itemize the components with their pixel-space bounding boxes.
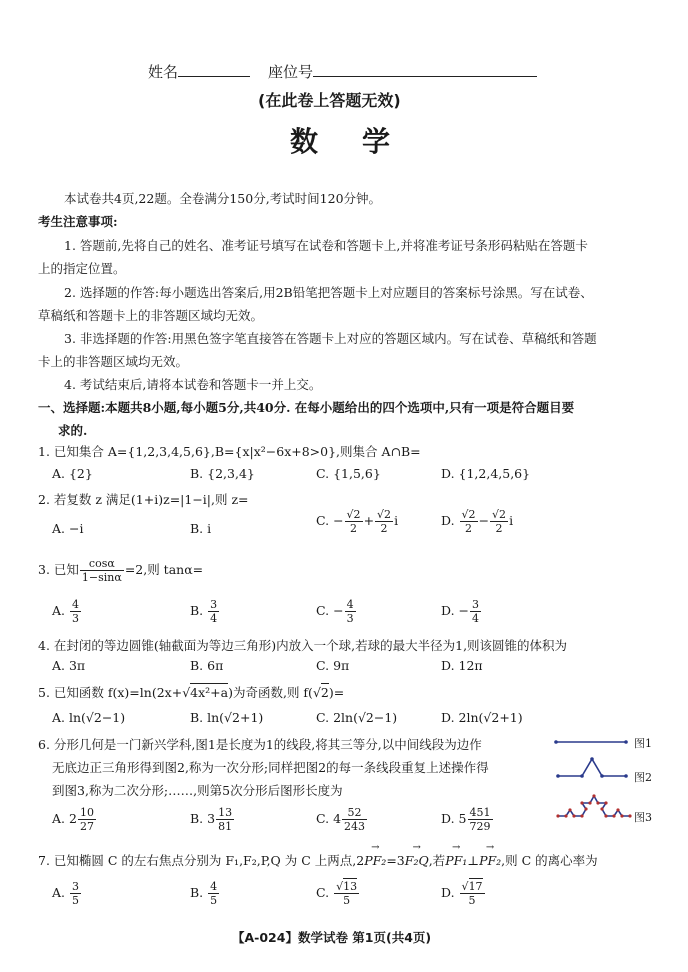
q2-option-a: A. −i [52, 521, 84, 536]
notes-title: 考生注意事项: [38, 214, 118, 229]
q7-option-c: C. $\frac{√13}{5}$ [316, 880, 358, 907]
q6-option-b: B. 3 $\frac{13}{81}$ [190, 806, 233, 833]
q6-line1: 6. 分形几何是一门新兴学科,图1是长度为1的线段,将其三等分,以中间线段为边作 [38, 737, 482, 752]
q7-option-a: A. $\frac{3}{5}$ [52, 880, 79, 907]
q1-option-a: A. {2} [52, 466, 93, 481]
q3-stem: 3. 已知 $\frac{\cos\alpha}{1-\sin\alpha}$ =2,则 tanα= [38, 557, 204, 584]
q6-option-a: A. 2 $\frac{10}{27}$ [52, 806, 94, 833]
q5-option-c: C. 2ln(√2−1) [316, 710, 398, 725]
q1-stem: 1. 已知集合 A={1,2,3,4,5,6},B={x|x²−6x+8>0},则集合 A∩B= [38, 444, 421, 459]
q6-line3: 到图3,称为二次分形;……,则第5次分形后图形长度为 [52, 783, 343, 798]
q5-stem: 5. 已知函数 f(x)=ln(2x+√4x²+a)为奇函数,则 f(√2)= [38, 685, 345, 700]
fractal-figures [552, 730, 682, 830]
q2-stem: 2. 若复数 z 满足(1+i)z=|1−i|,则 z= [38, 492, 249, 507]
section1-line2: 求的. [58, 423, 88, 438]
q5-option-b: B. ln(√2+1) [190, 710, 264, 725]
q7-option-b: B. $\frac{4}{5}$ [190, 880, 218, 907]
note-1-line1: 1. 答题前,先将自己的姓名、准考证号填写在试卷和答题卡上,并将准考证号条形码粘贴在答题卡 [64, 238, 588, 253]
q2-option-b: B. i [190, 521, 212, 536]
q4-stem: 4. 在封闭的等边圆锥(轴截面为等边三角形)内放入一个球,若球的最大半径为1,则该圆锥的体积为 [38, 638, 568, 653]
fig-label-1: 图1 [634, 737, 652, 750]
q3-option-a: A. $\frac{4}{3}$ [52, 598, 79, 625]
note-4-line1: 4. 考试结束后,请将本试卷和答题卡一并上交。 [64, 377, 322, 392]
q7-option-d: D. $\frac{√17}{5}$ [441, 880, 483, 907]
q5-option-a: A. ln(√2−1) [52, 710, 126, 725]
fig-label-2: 图2 [634, 771, 652, 784]
note-3-line2: 卡上的非答题区域均无效。 [38, 354, 189, 369]
note-2-line2: 草稿纸和答题卡上的非答题区域均无效。 [38, 308, 264, 323]
figure-3-two-fractal [556, 794, 631, 817]
q1-option-b: B. {2,3,4} [190, 466, 255, 481]
page-footer: 【A-024】数学试卷 第1页(共4页) [232, 930, 432, 945]
q6-option-c: C. 4 $\frac{52}{243}$ [316, 806, 366, 833]
name-label: 姓名 [148, 63, 179, 81]
fig-label-3: 图3 [634, 811, 652, 824]
q4-option-c: C. 9π [316, 658, 350, 673]
figure-2-one-fractal [556, 757, 628, 778]
seat-label: 座位号 [268, 63, 314, 81]
q4-option-a: A. 3π [52, 658, 86, 673]
page-title: 数学 [290, 125, 435, 158]
section1-line1: 一、选择题:本题共8小题,每小题5分,共40分. 在每小题给出的四个选项中,只有一项是符合题目要 [38, 400, 575, 415]
q3-option-d: D. − $\frac{3}{4}$ [441, 598, 480, 625]
q5-option-d: D. 2ln(√2+1) [441, 710, 523, 725]
intro-text: 本试卷共4页,22题。全卷满分150分,考试时间120分钟。 [64, 191, 382, 206]
seat-field[interactable] [268, 61, 537, 82]
figure-1-segment [554, 740, 628, 744]
q3-option-b: B. $\frac{3}{4}$ [190, 598, 218, 625]
notice-text: (在此卷上答题无效) [258, 91, 401, 110]
q7-stem: 7. 已知椭圆 C 的左右焦点分别为 F₁,F₂,P,Q 为 C 上两点,2→ PF₂=3→ F₂Q,若→ PF₁⊥→ PF₂,则 C 的离心率为 [38, 851, 598, 869]
q2-option-c: C. − $\frac{√2}{2}$ + $\frac{√2}{2}$ i [316, 508, 399, 535]
q2-option-d: D. $\frac{√2}{2}$ − $\frac{√2}{2}$ i [441, 508, 514, 535]
q4-option-b: B. 6π [190, 658, 224, 673]
q1-option-c: C. {1,5,6} [316, 466, 381, 481]
q6-line2: 无底边正三角形得到图2,称为一次分形;同样把图2的每一条线段重复上述操作得 [52, 760, 489, 775]
q6-option-d: D. 5 $\frac{451}{729}$ [441, 806, 491, 833]
q3-option-c: C. − $\frac{4}{3}$ [316, 598, 354, 625]
note-1-line2: 上的指定位置。 [38, 261, 126, 276]
name-field[interactable] [148, 61, 250, 82]
note-2-line1: 2. 选择题的作答:每小题选出答案后,用2B铅笔把答题卡上对应题目的答案标号涂黑。写在试卷、 [64, 285, 593, 300]
note-3-line1: 3. 非选择题的作答:用黑色签字笔直接答在答题卡上对应的答题区域内。写在试卷、草稿纸和答题 [64, 331, 597, 346]
q1-option-d: D. {1,2,4,5,6} [441, 466, 531, 481]
q4-option-d: D. 12π [441, 658, 483, 673]
